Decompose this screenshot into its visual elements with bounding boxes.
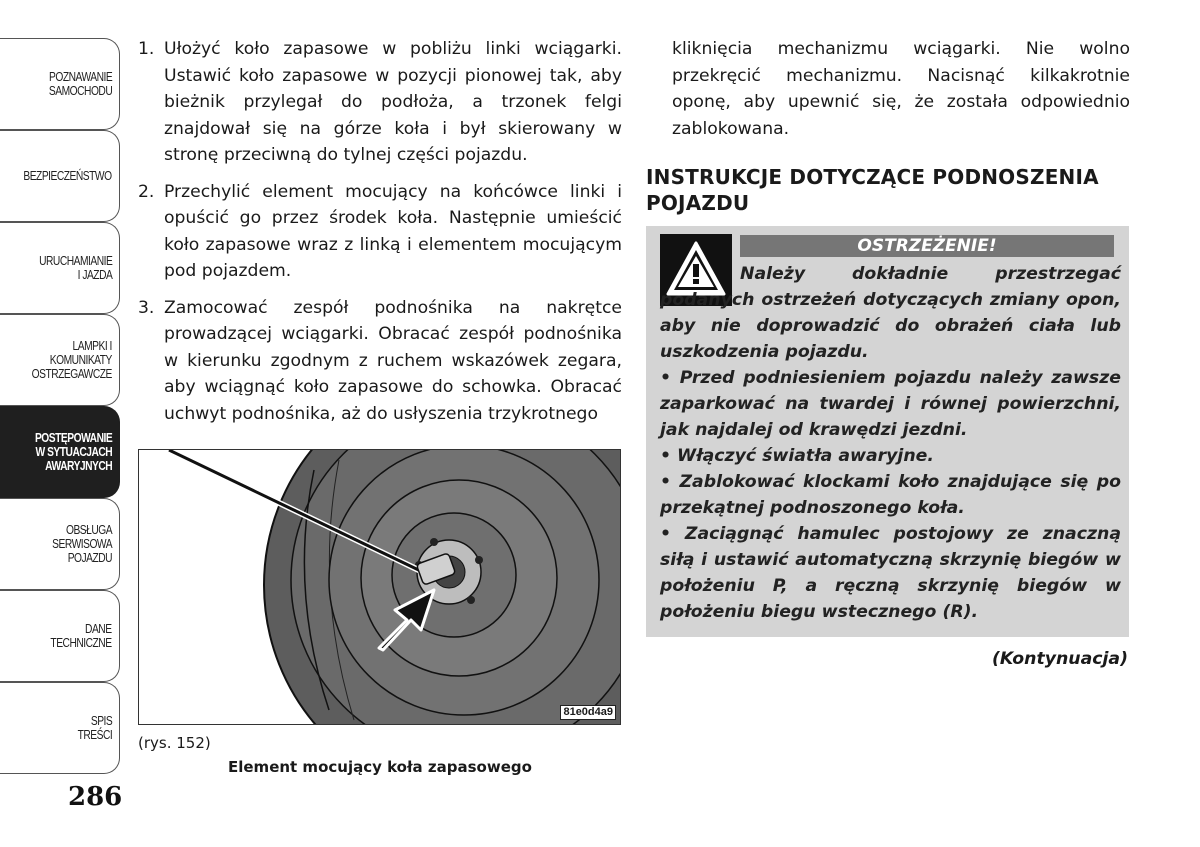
tab-poznawanie-samochodu[interactable]: POZNAWANIE SAMOCHODU — [0, 38, 120, 130]
warning-bullet: • Przed podniesieniem pojazdu należy zawsze zaparkować na twardej i równej powierzchni, jak najdalej od krawędzi jezdni. — [660, 368, 1121, 440]
tab-dane-techniczne[interactable]: DANE TECHNICZNE — [0, 590, 120, 682]
warning-intro: Należy dokładnie przestrzegać podanych ostrzeżeń dotyczących zmiany opon, aby nie doprowadzić do obrażeń ciała lub uszkodzenia pojazdu. — [660, 264, 1121, 362]
tab-lampki-i-komunikaty[interactable]: LAMPKI I KOMUNIKATY OSTRZEGAWCZE — [0, 314, 120, 406]
step-1 — [138, 36, 622, 169]
steps-column — [138, 36, 622, 437]
figure-reference: (rys. 152) — [138, 734, 211, 752]
section-heading: INSTRUKCJE DOTYCZĄCE PODNOSZENIA POJAZDU — [646, 165, 1099, 215]
warning-box — [646, 226, 1129, 637]
tab-postepowanie-w-sytuacjach-awaryjnych[interactable]: POSTĘPOWANIE W SYTUACJACH AWARYJNYCH — [0, 406, 120, 498]
step-text: Zamocować zespół podnośnika na nakrętce prowadzącej wciągarki. Obracać zespół podnośnika w kierunku zgodnym z ruchem wskazówek zegara, aby wciągnąć koło zapasowe do schowka. Obracać uchwyt podnośnika, aż do usłyszenia trzykrotnego — [164, 297, 622, 424]
step-text: Przechylić element mocujący na końcówce linki i opuścić go przez środek koła. Następnie umieścić koło zapasowe wraz z linką i elementem mocującym pod pojazdem. — [164, 181, 622, 281]
step-text: Ułożyć koło zapasowe w pobliżu linki wciągarki. Ustawić koło zapasowe w pozycji pionowej tak, aby bieżnik przylegał do podłoża, a trzonek felgi znajdował się na górze koła i był skierowany w stronę przeciwną do tylnej części pojazdu. — [164, 39, 622, 165]
spare-wheel-figure — [138, 449, 621, 725]
continued-label: (Kontynuacja) — [991, 649, 1128, 669]
continued-step-text: kliknięcia mechanizmu wciągarki. Nie wolno przekręcić mechanizmu. Nacisnąć kilkakrotnie oponę, aby upewnić się, że została odpowiednio zablokowana. — [672, 39, 1130, 139]
step-number: 2. — [138, 181, 155, 202]
spare-wheel-illustration — [139, 450, 620, 724]
tab-bezpieczenstwo[interactable]: BEZPIECZEŃSTWO — [0, 130, 120, 222]
step-3 — [138, 295, 622, 428]
warning-text — [660, 261, 1121, 625]
tab-obsluga-serwisowa[interactable]: OBSŁUGA SERWISOWA POJAZDU — [0, 498, 120, 590]
tab-spis-tresci[interactable]: SPIS TREŚCI — [0, 682, 120, 774]
right-column — [646, 36, 1130, 216]
step-number: 3. — [138, 297, 155, 318]
warning-bullet: • Zablokować klockami koło znajdujące się po przekątnej podnoszonego koła. — [660, 472, 1121, 518]
page-number: 286 — [68, 782, 123, 812]
tab-uruchamianie-i-jazda[interactable]: URUCHAMIANIE I JAZDA — [0, 222, 120, 314]
warning-bullet: • Zaciągnąć hamulec postojowy ze znaczną siłą i ustawić automatyczną skrzynię biegów w położeniu P, a ręczną skrzynię biegów w położeniu biegu wstecznego (R). — [660, 524, 1121, 622]
step-2 — [138, 179, 622, 285]
figure-caption: Element mocujący koła zapasowego — [228, 758, 532, 776]
warning-bullet: • Włączyć światła awaryjne. — [660, 446, 934, 466]
warning-title: OSTRZEŻENIE! — [740, 235, 1114, 257]
figure-code: 81e0d4a9 — [560, 705, 616, 720]
step-number: 1. — [138, 39, 155, 59]
